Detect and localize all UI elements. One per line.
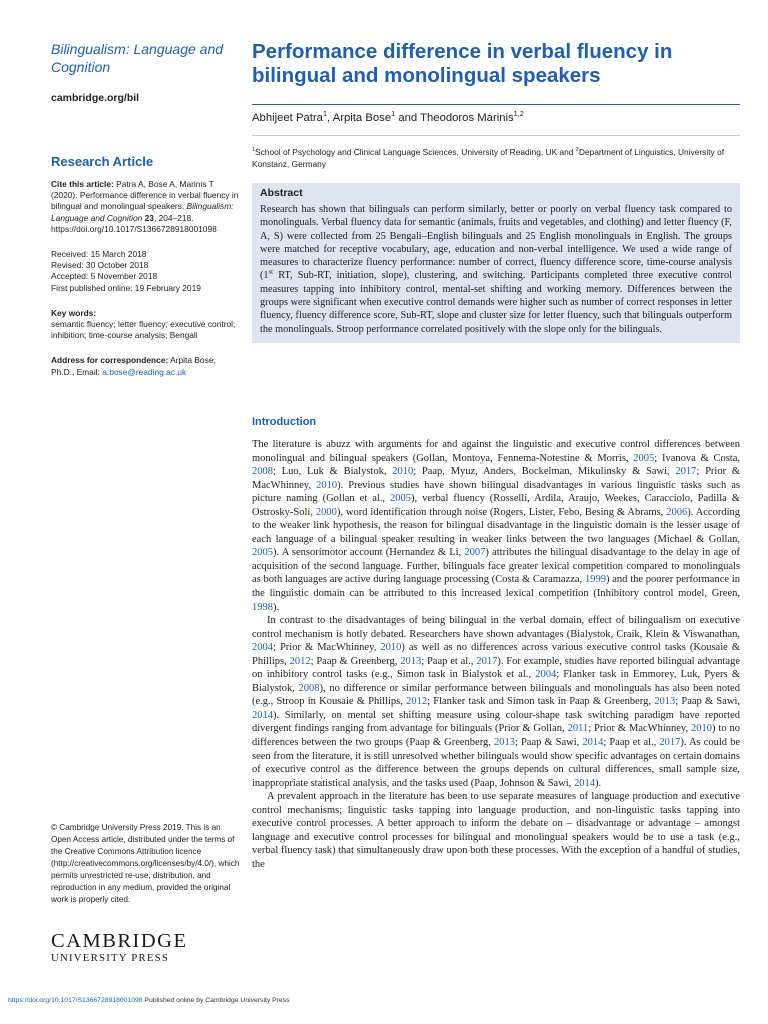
article-type: Research Article: [51, 154, 154, 169]
cite-journal: Bilingualism: Language and Cognition: [51, 201, 234, 223]
paragraph-text: ; Paap & Sawi,: [514, 737, 583, 749]
paragraph-text: ; Paap et al.,: [421, 655, 477, 667]
citation-year-link[interactable]: 2006: [666, 506, 688, 518]
author-name: Abhijeet Patra: [252, 112, 323, 124]
author-separator: ,: [327, 112, 333, 124]
paragraph-text: ). For example, studies have reported bilingual advantage on inhibitory control tasks (e.g., Simon task in Bialystok et al.,: [252, 655, 740, 681]
paragraph-text: ). A sensorimotor account (Hernandez & Li,: [273, 547, 465, 559]
cambridge-logo: [51, 930, 191, 964]
paragraph-text: ; Prior & MacWhinney,: [588, 723, 692, 735]
date-accepted: Accepted: 5 November 2018: [51, 271, 158, 282]
paragraph-text: A prevalent approach in the literature has been to use separate measures of language production and executive control mechanisms; linguistic tasks tapping into language production, and non-linguistic tasks tapping into executive control processes. A better approach to inform the debate on – disadvantage or advantage – amongst language and executive control processes for bilingual and monolingual speakers would be to use a task (e.g., verbal fluency task) that simultaneously draw upon both these processes. With the exception of a handful of studies, the: [252, 791, 740, 870]
citation-year-link[interactable]: 2008: [252, 466, 273, 478]
author-affiliation-mark: 1,2: [513, 109, 524, 119]
paragraph-text: ) to no differences between the two groups (Paap & Greenberg,: [252, 723, 740, 749]
copyright-notice: © Cambridge University Press 2019. This is an Open Access article, distributed under the terms of the Creative Commons Attribution licence (http://creativecommons.org/licenses/by/4.0/), which permits unrestricted re-use, distribution, and reproduction in any medium, provided the original work is properly cited.: [51, 823, 240, 904]
cite-label: Cite this article:: [51, 179, 114, 189]
citation-year-link[interactable]: 2013: [654, 696, 676, 708]
date-received: Received: 15 March 2018: [51, 249, 147, 260]
citation-year-link[interactable]: 2014: [582, 737, 604, 749]
paragraph-text: ; Flanker task in Emmorey, Luk, Pyers & Bialystok,: [252, 669, 740, 694]
correspondence-email-link[interactable]: a.bose@reading.ac.uk: [102, 366, 187, 377]
citation-year-link[interactable]: 2011: [567, 723, 589, 735]
citation-year-link[interactable]: 2005: [252, 547, 273, 559]
paragraph-text: ) and the poorer performance in the linguistic domain can be attributed to this increased lexical competition (Inhibitory control model, Green,: [252, 574, 740, 600]
paragraph-text: ), verbal fluency (Rosselli, Ardila, Araujo, Weekes, Caracciolo, Padilla & Ostrosky-Solí,: [252, 493, 740, 518]
cite-tail: , 204–218. https://doi.org/10.1017/S1366728918001098: [51, 212, 217, 234]
keywords-block: [51, 308, 241, 342]
keywords-label: Key words:: [51, 307, 97, 318]
journal-name[interactable]: Bilingualism: Language and Cognition: [51, 41, 224, 75]
citation-year-link[interactable]: 2010: [392, 466, 414, 478]
citation-block: [51, 179, 241, 235]
paragraph-text: The literature is abuzz with arguments for and against the linguistic and executive control differences between monolingual and bilingual speakers (Gollan, Montoya, Fennema-Notestine & Morris,: [252, 439, 740, 464]
abstract-text-part: RT, Sub-RT, initiation, slope), clustering, and switching. Participants completed three executive control measures tapping into inhibitory control, mental-set shifting and working memory. Differences between the groups were significant when executive control demands were higher such as number of correct responses in letter fluency, fluency difference score, Sub-RT, slope and cluster size for letter fluency, such that bilinguals outperform the monolinguals. Stroop performance correlated positively with the slope only for the bilinguals.: [260, 270, 732, 335]
paragraph-text: ; Flanker task and Simon task in Paap & Greenberg,: [427, 696, 655, 708]
page-footer: [8, 997, 290, 1004]
citation-year-link[interactable]: 2008: [298, 682, 320, 694]
citation-year-link[interactable]: 2012: [406, 696, 428, 708]
citation-year-link[interactable]: 2010: [316, 479, 338, 491]
paragraph-text: ; Ivanova & Costa,: [654, 452, 740, 464]
affiliation-text: School of Psychology and Clinical Language Sciences, University of Reading, UK and: [255, 147, 576, 157]
abstract-box: [252, 183, 740, 343]
author-name: Theodoros Marinis: [420, 112, 514, 124]
paragraph-2: [252, 614, 740, 790]
citation-year-link[interactable]: 1998: [252, 601, 273, 613]
citation-year-link[interactable]: 2017: [675, 466, 697, 478]
cite-volume: 23: [142, 212, 154, 223]
date-published: First published online: 19 February 2019: [51, 282, 201, 293]
dates-block: [51, 249, 241, 294]
doi-link[interactable]: https://doi.org/10.1017/S1366728918001098: [8, 997, 143, 1004]
affiliation-text: Department of Linguistics, University of Konstanz, Germany: [252, 147, 725, 169]
left-sidebar: [51, 40, 241, 378]
citation-year-link[interactable]: 2005: [633, 452, 655, 464]
abstract-heading: Abstract: [260, 187, 303, 199]
citation-year-link[interactable]: 2004: [252, 642, 273, 654]
paragraph-text: ; Paap & Sawi,: [675, 696, 741, 708]
citation-year-link[interactable]: 2014: [252, 709, 273, 721]
citation-year-link[interactable]: 2004: [535, 669, 557, 681]
abstract-superscript: st: [268, 269, 274, 277]
author-affiliation-mark: 1: [322, 109, 328, 119]
author-name: Arpita Bose: [332, 112, 392, 124]
paragraph-text: ). Previous studies have shown bilingual disadvantages in various linguistic tasks such as picture naming (Gollan et al.,: [252, 479, 740, 505]
article-title: Performance difference in verbal fluency in bilingual and monolingual speakers: [252, 40, 673, 87]
paragraph-text: ), word identification through noise (Rogers, Lister, Febo, Besing & Abrams,: [336, 506, 667, 518]
paragraph-text: ; Paap, Myuz, Anders, Bockelman, Mikulinsky & Sawi,: [413, 466, 676, 478]
paragraph-text: ).: [594, 777, 602, 789]
paragraph-text: ), no difference or similar performance between bilinguals and monolinguals has also been noted (e.g., Stroop in Kousaie & Phillips,: [252, 682, 740, 708]
paragraph-text: ; Paap et al.,: [603, 737, 660, 749]
citation-year-link[interactable]: 2005: [390, 493, 412, 505]
author-list: [252, 109, 740, 124]
logo-line-2: UNIVERSITY PRESS: [51, 952, 170, 964]
journal-site-link[interactable]: cambridge.org/bil: [51, 92, 140, 104]
paragraph-1: [252, 438, 740, 614]
paragraph-text: ) as well as no differences across various executive control tasks (Kousaie & Phillips,: [252, 642, 740, 667]
paragraph-text: ; Prior & MacWhinney,: [252, 466, 741, 491]
article-body: [252, 416, 740, 872]
citation-year-link[interactable]: 2017: [659, 737, 681, 749]
paragraph-text: ) attributes the bilingual disadvantage to the delay in age of acquisition of the second language. Further, bilinguals face greater lexical competition compared to monolinguals as both languages are active during language processing (Costa & Caramazza,: [252, 547, 740, 586]
correspondence-label: Address for correspondence:: [51, 355, 169, 366]
abstract-text: [260, 203, 732, 336]
paragraph-text: ). As could be seen from the literature, it is still unresolved whether bilinguals would show specific advantages on certain domains of executive control as the difference between the groups depends on cultural differences, small sample size, inappropriate statistical analysis, and the tasks used (Paap, Johnson & Sawi,: [252, 737, 741, 789]
citation-year-link[interactable]: 2013: [493, 737, 515, 749]
citation-year-link[interactable]: 2013: [400, 655, 422, 667]
citation-year-link[interactable]: 2010: [380, 642, 402, 654]
correspondence-block: [51, 355, 241, 377]
citation-year-link[interactable]: 2007: [464, 547, 486, 559]
cite-text: Patra A, Bose A, Marinis T (2020). Performance difference in verbal fluency in bilingual and monolingual speakers.: [51, 179, 239, 212]
affiliation-mark: 1: [252, 147, 256, 154]
logo-line-1: CAMBRIDGE: [51, 930, 188, 952]
authors-rule: [252, 135, 740, 136]
author-affiliation-mark: 1: [391, 109, 396, 119]
citation-year-link[interactable]: 2017: [476, 655, 498, 667]
paragraph-text: ).: [273, 601, 280, 613]
citation-year-link[interactable]: 2012: [289, 655, 311, 667]
citation-year-link[interactable]: 2010: [691, 723, 713, 735]
author-separator: and: [395, 112, 421, 124]
affiliation-mark: 2: [575, 147, 579, 154]
abstract-text-part: Research has shown that bilinguals can perform similarly, better or poorly on verbal fluency task compared to monolinguals. Verbal fluency data for semantic (animals, fruits and vegetables, and clothing) and letter fluency (F, A, S) were collected from 25 Bengali–English bilinguals and 25 English monolinguals in English. The groups were matched for receptive vocabulary, age, education and non-verbal intelligence. We used a wide range of measures to characterize fluency performance: number of correct, fluency difference score, time-course analysis (1: [260, 204, 732, 282]
paragraph-3: [252, 790, 740, 871]
correspondence-text: Arpita Bose, Ph.D., Email:: [51, 355, 216, 377]
paragraph-text: ; Prior & MacWhinney,: [273, 642, 381, 654]
paragraph-text: ; Luo, Luk & Bialystok,: [273, 466, 393, 478]
paragraph-text: In contrast to the disadvantages of being bilingual in the verbal domain, effect of bilingualism on executive control mechanism is hotly debated. Researchers have shown advantages (Bialystok, Craik, Klein & Viswanathan,: [252, 615, 740, 640]
paragraph-text: ). Similarly, on mental set shifting measure using colour-shape task switching paradigm have reported divergent findings ranging from advantage for bilinguals (Prior & Gollan,: [252, 709, 740, 735]
citation-year-link[interactable]: 1999: [584, 574, 606, 586]
citation-year-link[interactable]: 2014: [573, 777, 595, 789]
paragraph-text: ). According to the weaker link hypothesis, the reason for bilingual disadvantage in the linguistic domain is the lesser usage of each language of a bilingual speaker resulting in weaker links between the two languages (Michael & Gollan,: [252, 506, 740, 545]
keywords-text: semantic fluency; letter fluency; executive control; inhibition; time-course analysis; Bengali: [51, 319, 236, 341]
affiliations: [252, 146, 740, 170]
date-revised: Revised: 30 October 2018: [51, 260, 149, 271]
article-header: [252, 40, 740, 170]
paragraph-text: ; Paap & Greenberg,: [310, 655, 401, 667]
section-heading-introduction: Introduction: [252, 416, 317, 428]
title-rule: [252, 104, 740, 105]
citation-year-link[interactable]: 2000: [315, 506, 337, 518]
footer-published-text: Published online by Cambridge University Press: [142, 997, 290, 1004]
